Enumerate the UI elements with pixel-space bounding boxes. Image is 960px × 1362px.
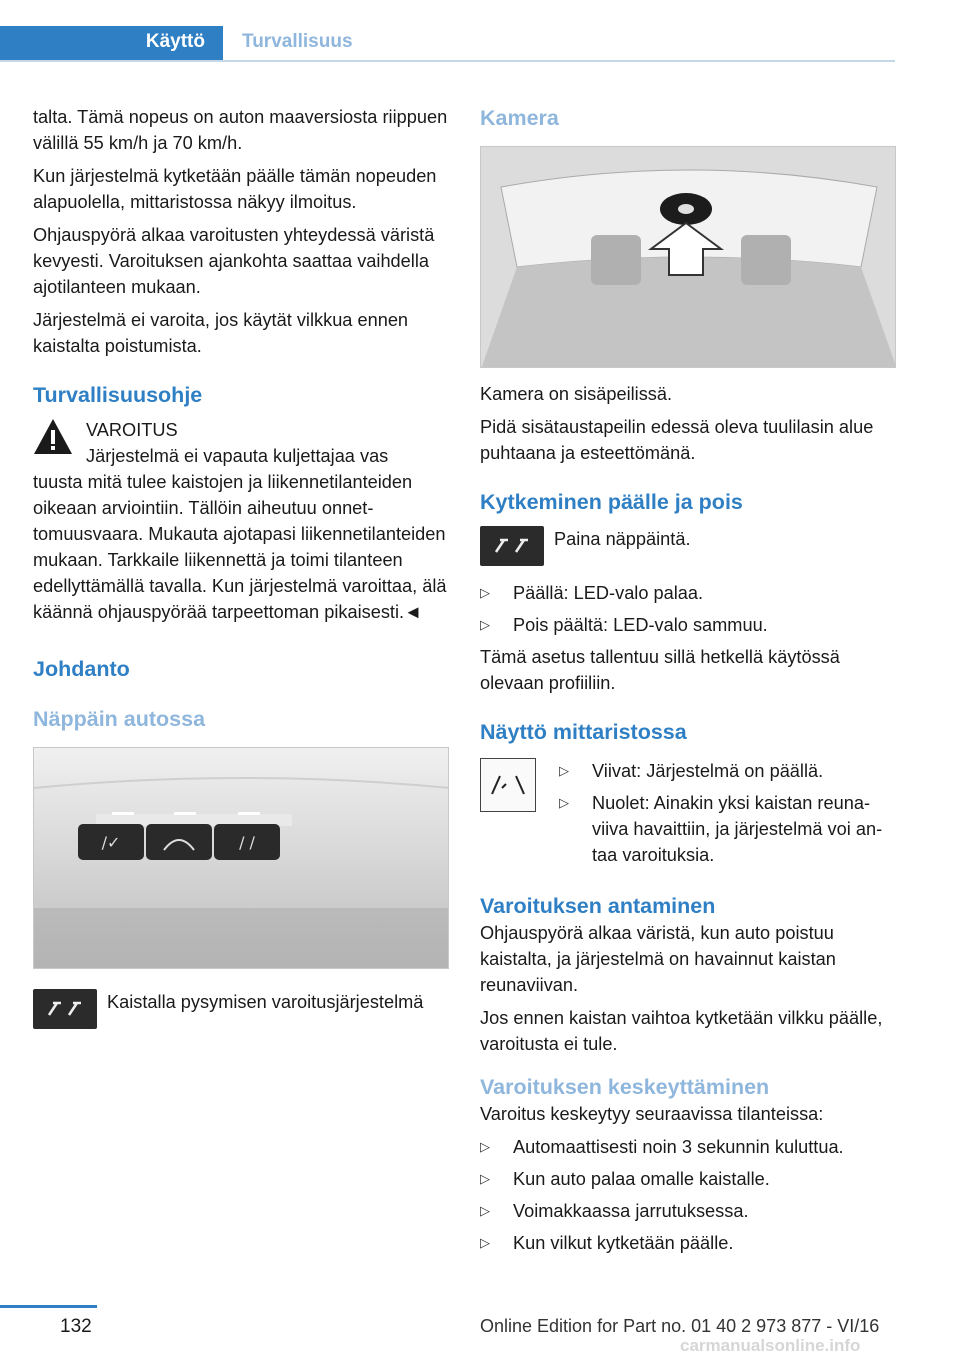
- lane-warning-caption: Kaistalla pysymisen varoitusjärjestelmä: [107, 992, 424, 1012]
- intro-heading: Johdanto: [33, 657, 130, 681]
- warning-text-first: Järjestelmä ei vapauta kuljettajaa vas: [86, 446, 389, 466]
- footer-divider: [0, 1305, 97, 1308]
- paragraph: Kun järjestelmä kytketään päälle tämän nopeuden alapuolella, mittaristossa näkyy ilmoitus.: [33, 166, 437, 212]
- display-row: [480, 758, 896, 874]
- interrupt-list: [480, 1134, 896, 1256]
- button-panel-photo: [33, 747, 449, 969]
- onoff-list: [480, 580, 896, 638]
- paragraph: Varoitus keskeytyy seuraavissa tilanteissa:: [480, 1104, 824, 1124]
- warning-title: VAROITUS: [86, 420, 178, 440]
- lane-lines-display-icon: [480, 758, 536, 812]
- list-item: ▷ Pois päältä: LED-valo sammuu.: [480, 612, 896, 638]
- bullet-arrow-icon: ▷: [559, 795, 569, 810]
- paragraph: Tämä asetus tallentuu sillä hetkellä käytössä olevaan profiiliin.: [480, 647, 840, 693]
- paragraph: Jos ennen kaistan vaihtoa kytketään vilkku päälle, varoitusta ei tule.: [480, 1008, 883, 1054]
- bullet-arrow-icon: ▷: [480, 617, 490, 632]
- list-item: ▷ Kun vilkut kytketään päälle.: [480, 1230, 896, 1256]
- tab-turvallisuus[interactable]: Turvallisuus: [242, 31, 353, 52]
- paragraph: talta. Tämä nopeus on auton maaversiosta riippuen välillä 55 km/h ja 70 km/h.: [33, 107, 448, 153]
- button-panel-illustration: [34, 748, 449, 969]
- list-item: ▷ Viivat: Järjestelmä on päällä.: [559, 758, 896, 784]
- camera-photo: [480, 146, 896, 368]
- camera-heading: Kamera: [480, 106, 559, 130]
- lane-warning-button-row: [33, 989, 449, 1029]
- lane-departure-button-icon: [33, 989, 97, 1029]
- watermark: carmanualsonline.info: [680, 1336, 861, 1355]
- camera-illustration: [481, 147, 896, 368]
- interrupt-heading: Varoituksen keskeyttäminen: [480, 1075, 770, 1099]
- bullet-arrow-icon: ▷: [480, 1139, 490, 1154]
- right-column: [480, 104, 896, 1262]
- display-heading: Näyttö mittaristossa: [480, 720, 687, 744]
- safety-heading: Turvallisuusohje: [33, 383, 203, 407]
- list-item: ▷ Nuolet: Ainakin yksi kaistan reunaviiva havaittiin, ja järjestelmä voi antaa varoituksia.: [559, 790, 896, 868]
- warn-heading: Varoituksen antaminen: [480, 894, 716, 918]
- svg-text:/✓: /✓: [101, 833, 121, 852]
- tab-kaytto[interactable]: Käyttö: [0, 26, 223, 62]
- bullet-arrow-icon: ▷: [480, 1203, 490, 1218]
- bullet-arrow-icon: ▷: [480, 1171, 490, 1186]
- list-item: ▷ Automaattisesti noin 3 sekunnin kuluttua.: [480, 1134, 896, 1160]
- paragraph: Pidä sisätaustapeilin edessä oleva tuulilasin alue puhtaana ja esteettömänä.: [480, 417, 874, 463]
- onoff-heading: Kytkeminen päälle ja pois: [480, 490, 743, 514]
- bullet-arrow-icon: ▷: [480, 1235, 490, 1250]
- warning-triangle-icon: [33, 417, 73, 457]
- onoff-instruction-row: [480, 526, 896, 566]
- warning-text: tuusta mitä tulee kaistojen ja liikennetilanteiden oikeaan arviointiin. Tällöin aiheutuu onnettomuusvaara. Mukauta ajotapasi liikennetilanteiden mukaan. Tarkkaile liikennettä ja toimi tilanteen edellyttämällä tavalla. Kun järjestelmä varoittaa, älä käännä ohjauspyörää tarpeettoman pikaisesti.◄: [33, 472, 447, 622]
- list-item: ▷ Päällä: LED-valo palaa.: [480, 580, 896, 606]
- left-column: [33, 104, 449, 1029]
- list-item: ▷ Voimakkaassa jarrutuksessa.: [480, 1198, 896, 1224]
- edition-text: Online Edition for Part no. 01 40 2 973 877 - VI/16: [480, 1316, 880, 1336]
- onoff-instruction: Paina näppäintä.: [554, 529, 691, 549]
- button-heading: Näppäin autossa: [33, 707, 206, 731]
- header-divider: [0, 60, 895, 62]
- paragraph: Järjestelmä ei varoita, jos käytät vilkkua ennen kaistalta poistumista.: [33, 310, 409, 356]
- bullet-arrow-icon: ▷: [559, 763, 569, 778]
- paragraph: Ohjauspyörä alkaa varoitusten yhteydessä väristä kevyesti. Varoituksen ajankohta saattaa vaihdella ajotilanteen mukaan.: [33, 225, 435, 297]
- bullet-arrow-icon: ▷: [480, 585, 490, 600]
- page-number: 132: [60, 1316, 92, 1337]
- list-item: ▷ Kun auto palaa omalle kaistalle.: [480, 1166, 896, 1192]
- display-list: [559, 758, 896, 874]
- svg-text:/ ∕: / ∕: [239, 833, 255, 852]
- warning-block: [33, 417, 449, 469]
- lane-departure-button-icon: [480, 526, 544, 566]
- paragraph: Kamera on sisäpeilissä.: [480, 384, 673, 404]
- paragraph: Ohjauspyörä alkaa väristä, kun auto poistuu kaistalta, ja järjestelmä on havainnut kaistan reunaviivan.: [480, 923, 836, 995]
